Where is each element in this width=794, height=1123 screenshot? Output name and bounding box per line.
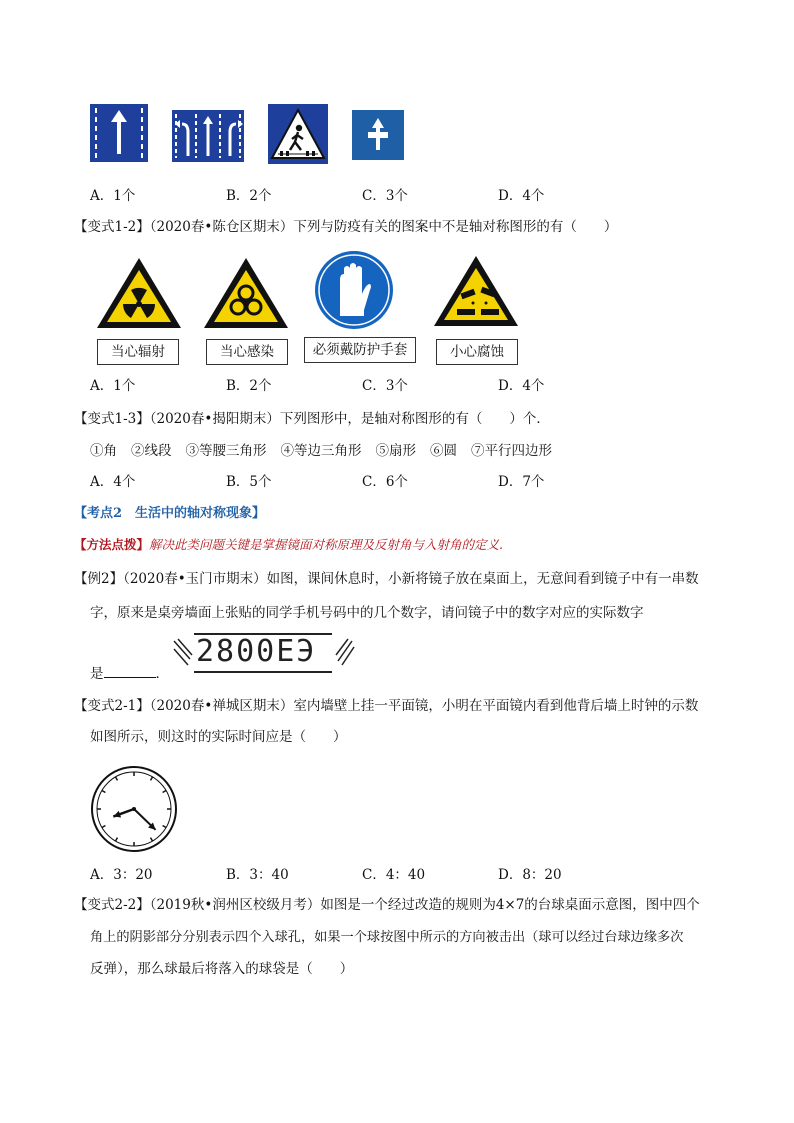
- biohazard-warning-icon: [201, 255, 291, 331]
- question-v13: [74, 410, 550, 428]
- question-tag: 【变式2-1】: [74, 698, 150, 714]
- caption-infection: 当心感染: [206, 339, 288, 365]
- shape-item: ④等边三角形: [280, 443, 362, 459]
- question-tag: 【变式1-2】: [74, 219, 150, 235]
- mirror-digits-figure: [172, 633, 358, 673]
- question-tag: 【例2】: [74, 571, 124, 587]
- option-a: A．4个: [90, 474, 136, 490]
- caption-radiation: 当心辐射: [97, 339, 179, 365]
- option-d: D．7个: [498, 474, 545, 490]
- section-heading: 【考点2 生活中的轴对称现象】: [74, 506, 266, 521]
- option-a: A．3：20: [90, 867, 153, 883]
- option-a: A．1个: [90, 378, 136, 394]
- shape-item: ⑦平行四边形: [471, 443, 552, 459]
- question-v22-line2: 角上的阴影部分分别表示四个入球孔，如果一个球按图中所示的方向被击出（球可以经过台球边缘多次: [90, 930, 684, 945]
- question-text: （2020春•禅城区期末）室内墙壁上挂一平面镜，小明在平面镜内看到他背后墙上时钟的示数: [149, 698, 699, 714]
- question-v21-line1: [74, 697, 698, 715]
- traffic-signs-row: [90, 104, 410, 166]
- question-text: （2020春•玉门市期末）如图，课间休息时，小新将镜子放在桌面上，无意间看到镜子中有一串数: [123, 571, 699, 587]
- question-tag: 【变式1-3】: [74, 411, 150, 427]
- option-c: C．6个: [362, 474, 408, 490]
- mirror-digits: 2800EЭ: [196, 634, 317, 669]
- shape-item: ⑤扇形: [375, 443, 416, 459]
- option-d: D．4个: [498, 188, 545, 204]
- method-text: 解决此类问题关键是掌握镜面对称原理及反射角与入射角的定义.: [149, 537, 503, 552]
- mirror-border-bottom: [194, 671, 332, 673]
- example-2-line3: [90, 663, 169, 683]
- answer-blank[interactable]: [104, 663, 156, 678]
- answer-prefix: 是: [90, 666, 104, 682]
- mirror-slash-left: [172, 637, 194, 669]
- question-v12: [74, 218, 617, 236]
- mirror-clock-icon: [90, 765, 178, 853]
- option-c: C．4：40: [362, 867, 426, 883]
- caption-gloves: 必须戴防护手套: [304, 337, 416, 363]
- direction-plus-sign: [352, 110, 404, 160]
- method-tag: 【方法点拨】: [74, 537, 150, 552]
- pedestrian-crossing-sign: [268, 104, 328, 164]
- mirror-slash-right: [334, 637, 356, 669]
- option-d: D．4个: [498, 378, 545, 394]
- question-v22-line1: [74, 896, 700, 914]
- option-d: D．8：20: [498, 867, 562, 883]
- shape-item: ②线段: [131, 443, 172, 459]
- answer-suffix: ．: [155, 666, 169, 682]
- option-b: B．2个: [226, 188, 272, 204]
- corrosion-warning-icon: [431, 253, 521, 329]
- method-tip: [74, 536, 503, 554]
- question-tag: 【变式2-2】: [74, 897, 150, 913]
- question-text: （2019秋•润州区校级月考）如图是一个经过改造的规则为4×7的台球桌面示意图，图中四个: [149, 897, 700, 913]
- shape-item: ③等腰三角形: [185, 443, 267, 459]
- radiation-warning-icon: [94, 255, 184, 331]
- question-text: （2020春•陈仓区期末）下列与防疫有关的图案中不是轴对称图形的有（ ）: [149, 219, 618, 235]
- gloves-mandatory-icon: [314, 250, 394, 330]
- example-2-line2: 字，原来是桌旁墙面上张贴的同学手机号码中的几个数字，请问镜子中的数字对应的实际数字: [90, 605, 644, 621]
- option-b: B．5个: [226, 474, 272, 490]
- example-2-line1: [74, 570, 699, 588]
- shape-item: ①角: [90, 443, 117, 459]
- question-text: （2020春•揭阳期末）下列图形中，是轴对称图形的有（ ）个．: [149, 411, 550, 427]
- shape-list: [90, 442, 566, 460]
- option-c: C．3个: [362, 188, 408, 204]
- caption-corrosion: 小心腐蚀: [436, 339, 518, 365]
- shape-item: ⑥圆: [430, 443, 457, 459]
- question-v21-line2: 如图所示，则这时的实际时间应是（ ）: [90, 729, 347, 745]
- lane-direction-sign: [172, 110, 244, 162]
- straight-lane-sign: [90, 104, 148, 162]
- question-v22-line3: 反弹），那么球最后将落入的球袋是（ ）: [90, 961, 354, 977]
- option-c: C．3个: [362, 378, 408, 394]
- option-b: B．2个: [226, 378, 272, 394]
- option-a: A．1个: [90, 188, 136, 204]
- option-b: B．3：40: [226, 867, 289, 883]
